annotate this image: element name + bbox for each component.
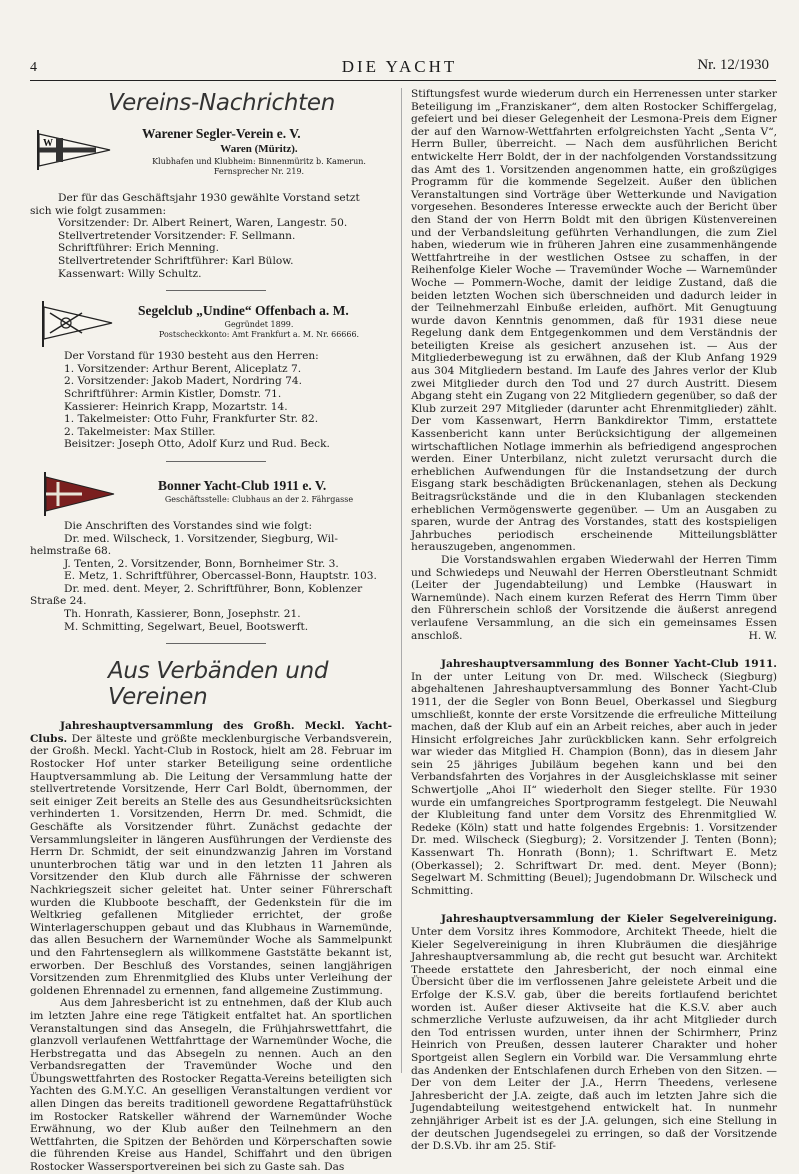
text-line: J. Tenten, 2. Vorsitzender, Bonn, Bornheimer Str. 3. — [64, 557, 339, 570]
text-line: 2. Takelmeister: Max Stiller. — [64, 425, 216, 438]
text-line: M. Schmitting, Segelwart, Beuel, Bootswerft. — [64, 620, 309, 633]
club-bonner-board — [30, 520, 392, 633]
club-warener-board — [30, 192, 392, 280]
text-line: Stellvertretender Schriftführer: Karl Bülow. — [58, 254, 294, 267]
text-line: Kassenwart: Willy Schultz. — [58, 267, 202, 280]
text-line: Schriftführer: Erich Menning. — [58, 242, 219, 255]
article-meckl-yacht-club — [30, 720, 392, 997]
text-line: 2. Vorsitzender: Jakob Madert, Nordring 74. — [64, 375, 302, 388]
undine-burgee-icon — [40, 301, 114, 347]
article-kiel-paragraph: Unter dem Vorsitz ihres Kommodore, Architekt Theede, hielt die Kieler Segelvereinigung in ihren Klubräumen die diesjährige Jahreshauptversammlung ab, die recht gut besucht war. Architekt Theede erstattete den Jahresbericht, der noch einmal eine Übersicht über die im verflossenen Jahre geleistete Arbeit und die Erfolge der K.S.V. gab, über die bereits fortlaufend berichtet worden ist. Außer dieser Aktivseite hat die K.S.V. aber auch schmerzliche Verluste aufzuweisen, da ihr acht Mitglieder durch den Tod entrissen wurden, unter ihnen der Schirmherr, Prinz Heinrich von Preußen, dessen lauterer Charakter und hoher Sportgeist allen Seglern ein Vorbild war. Die Versammlung ehrte das Andenken der Entschlafenen durch Erheben von den Sitzen. — Der von dem Leiter der J.A., Herrn Theedens, verlesene Jahresbericht der J.A. zeigte, daß auch im letzten Jahre sich die Jugendabteilung weitestgehend entwickelt hat. In nunmehr zehnjähriger Arbeit ist es der J.A. gelungen, sich eine Stellung in der deutschen Jugendsegelei zu erringen, so daß der Vorsitzende der D.S.Vb. ihr am 25. Stif- — [411, 926, 777, 1153]
club-warener-meta-2: Fernsprecher Nr. 219. — [213, 167, 305, 176]
left-column — [30, 90, 392, 1174]
bonner-burgee-icon — [42, 472, 116, 516]
issue-number: Nr. 12/1930 — [697, 57, 769, 73]
club-bonner-header — [30, 472, 392, 514]
text-line: Vorsitzender: Dr. Albert Reinert, Waren, Langestr. 50. — [58, 217, 348, 230]
text-line: Stellvertretender Vorsitzender: F. Sellmann. — [58, 229, 296, 242]
text-line: Die Anschriften des Vorstandes sind wie folgt: — [64, 519, 313, 532]
article-meckl-paragraph-2: Aus dem Jahresbericht ist zu entnehmen, daß der Klub auch im letzten Jahre eine rege Tätigkeit entfaltet hat. An sportlichen Veranstaltungen sind das Ansegeln, die Frühjahrswettfahrt, die glanzvoll verlaufenen Wettfahrttage der Warnemünder Woche, die Herbstregatta und das Absegeln zu nennen. Auch an den Verbandsregatten der Travemünder Woche und den Übungswettfahrten des Rostocker Regatta-Vereins beteiligten sich Yachten des G.M.Y.C. An geselligen Veranstaltungen verdient vor allen Dingen das bereits traditionell gewordene Regattafrühstück im Rostocker Ratskeller während der Warnemünder Woche Erwähnung, wo der Klub außer den Teilnehmern an den Wettfahrten, die Spitzen der Behörden und Körperschaften sowie die führenden Kreise aus Handel, Schiffahrt und den übrigen Rostocker Wassersportvereinen bei sich zu Gaste sah. Das — [30, 997, 392, 1174]
club-undine-name: Segelclub „Undine“ Offenbach a. M. — [138, 303, 349, 319]
article-bonner-paragraph: In der unter Leitung von Dr. med. Wilscheck (Siegburg) abgehaltenen Jahreshauptversammlung des Bonner Yacht-Club 1911, der die Segler von Bonn Beuel, Oberkassel und Siegburg umschließt, konnte der erste Vorsitzende die erfreuliche Mitteilung machen, daß der Klub auf ein an Arbeit reiches, aber auch in jeder Hinsicht erfolgreiches Jahr zurückblicken kann. Sehr erfolgreich war wieder das Mitglied H. Champion (Bonn), das in diesem Jahr sein 25 jähriges Jubiläum begehen kann und bei den Verbandsfahrten des Vorjahres in der Ausgleichsklasse mit seiner Schwertjolle „Ahoi II“ wiederholt den Sieger stellte. Für 1930 wurde ein umfangreiches Sportprogramm festgelegt. Die Neuwahl der Klubleitung fand unter dem Vorsitz des Ehrenmitglied W. Redeke (Köln) statt und hatte folgendes Ergebnis: 1. Vorsitzender Dr. med. Wilscheck (Siegburg); 2. Vorsitzender J. Tenten (Bonn); Kassenwart Th. Honrath (Bonn); 1. Schriftwart E. Metz (Oberkassel); 2. Schriftwart Dr. med. dent. Meyer (Bonn); Segelwart M. Schmitting (Beuel); Jugendobmann Dr. Wilscheck und Schmitting. — [411, 670, 777, 897]
column-divider — [401, 88, 402, 1073]
separator — [166, 643, 266, 644]
text-line: 1. Vorsitzender: Arthur Berent, Aliceplatz 7. — [64, 362, 302, 375]
text-line: Dr. med. Wilscheck, 1. Vorsitzender, Siegburg, Wil- — [64, 532, 338, 545]
running-title: DIE YACHT — [341, 57, 458, 76]
header-rule — [30, 80, 776, 81]
section-title-vereins-nachrichten: Vereins-Nachrichten — [108, 90, 336, 116]
club-undine-meta-1: Gegründet 1899. — [224, 320, 294, 330]
club-bonner-name: Bonner Yacht-Club 1911 e. V. — [158, 477, 327, 493]
club-undine-board — [30, 350, 392, 451]
text-line: Der für das Geschäftsjahr 1930 gewählte Vorstand setzt — [58, 192, 360, 204]
club-warener-meta-1: Klubhafen und Klubheim: Binnenmüritz b. Kamerun. — [152, 157, 366, 166]
article-meckl-paragraph-1: Der älteste und größte mecklenburgische Verbandsverein, der Großh. Meckl. Yacht-Club in Rostock, hielt am 28. Februar im Rostocker Hof unter starker Beteiligung seine ordentliche Hauptversammlung ab. Die Leitung der Versammlung hatte der stellvertretende Vorsitzende, Herr Carl Boldt, übernommen, der seit einiger Zeit bereits an Stelle des aus Gesundheitsrücksichten verhinderten 1. Vorsitzenden, Herrn Dr. med. Schmidt, die Geschäfte als Vorsitzender führt. Zunächst gedachte der Versammlungsleiter in längeren Ausführungen der Verdienste des Herrn Dr. Schmidt, der seit einundzwanzig Jahren im Vorstand ununterbrochen tätig war und in den letzten 11 Jahren als Vorsitzender den Klub durch alle Fährnisse der schweren Nachkriegszeit sicher geleitet hat. Unter seiner Führerschaft wurden die Klubboote beschafft, der Gedenkstein für die im Weltkrieg gefallenen Mitglieder errichtet, der große Winterlagerschuppen gebaut und das Klubhaus in Warnemünde, das allen Besuchern der Warnemünder Woche als Sammelpunkt und den Fahrtenseglern als willkommene Gaststätte bekannt ist, erworben. Der Beschluß des Vorstandes, seinen langjährigen Vorsitzenden zum Ehrenmitglied des Klubs unter Verleihung der goldenen Ehrennadel zu ernennen, fand allgemeine Zustimmung. — [30, 732, 392, 997]
club-warener-place: Waren (Müritz). — [220, 143, 298, 155]
separator — [166, 290, 266, 291]
text-line: Schriftführer: Armin Kistler, Domstr. 71. — [64, 387, 282, 400]
text-line: 1. Takelmeister: Otto Fuhr, Frankfurter Str. 82. — [64, 413, 319, 426]
article-kieler-segelvereinigung — [411, 913, 777, 1152]
text-line: Der Vorstand für 1930 besteht aus den Herren: — [64, 350, 319, 363]
text-line: Beisitzer: Joseph Otto, Adolf Kurz und Rud. Beck. — [64, 438, 330, 451]
article-bonner-heading: Jahreshauptversammlung des Bonner Yacht-Club 1911. — [441, 658, 777, 671]
article-signature: H. W. — [748, 629, 777, 642]
club-bonner-meta-1: Geschäftsstelle: Clubhaus an der 2. Fährgasse — [164, 494, 354, 504]
article-kiel-heading: Jahreshauptversammlung der Kieler Segelvereinigung. — [441, 913, 777, 926]
article-meckl-elections — [411, 554, 777, 642]
right-column — [411, 88, 777, 1153]
text-line: Th. Honrath, Kassierer, Bonn, Josephstr. 21. — [64, 608, 301, 621]
article-bonner-yacht-club — [411, 658, 777, 897]
page-number: 4 — [30, 60, 37, 75]
text-line: Dr. med. dent. Meyer, 2. Schriftführer, Bonn, Koblenzer — [64, 582, 363, 595]
club-undine-header — [30, 301, 392, 347]
article-meckl-heading: Jahreshauptversammlung des Großh. Meckl. Yacht-Clubs. — [30, 720, 392, 745]
article-meckl-elections-text: Die Vorstandswahlen ergaben Wiederwahl der Herren Timm und Schwiedeps und Neuwahl der Herren Oberstleutnant Schmidt (Leiter der Jugendabteilung) und Lembke (Hauswart in Warnemünde). Nach einem kurzen Referat des Herrn Timm über den Führerschein schloß der Vorsitzende die äußerst anregend verlaufene Versammlung, an die sich ein gemeinsames Essen anschloß. — [411, 553, 777, 642]
text-line: Kassierer: Heinrich Krapp, Mozartstr. 14. — [64, 400, 288, 413]
section-title-aus-verbaenden: Aus Verbänden und Vereinen — [108, 658, 329, 711]
club-warener-name: Warener Segler-Verein e. V. — [142, 126, 301, 141]
separator — [166, 461, 266, 462]
text-line: sich wie folgt zusammen: — [30, 204, 167, 217]
text-line: Straße 24. — [30, 595, 87, 608]
club-undine-meta-2: Postscheckkonto: Amt Frankfurt a. M. Nr. 66666. — [158, 330, 360, 340]
text-line: helmstraße 68. — [30, 545, 112, 558]
warener-burgee-icon — [36, 130, 112, 170]
club-warener-header — [30, 124, 392, 186]
text-line: E. Metz, 1. Schriftführer, Obercassel-Bonn, Hauptstr. 103. — [64, 570, 377, 583]
svg-text:W: W — [43, 138, 53, 149]
article-meckl-continued: Stiftungsfest wurde wiederum durch ein Herrenessen unter starker Beteiligung im „Franziskaner“, dem alten Rostocker Schiffergelag, gefeiert und bei dieser Gelegenheit der Lesmona-Preis dem Eigner der auf den Warnow-Wettfahrten erfolgreichsten Yacht „Senta V“, Herrn Buller, überreicht. — Nach dem ausführlichen Bericht entwickelte Herr Boldt, der in der nachfolgenden Vorstandssitzung das Amt des 1. Vorsitzenden angenommen hatte, ein großzügiges Programm für die kommende Segelzeit. Außer den üblichen Veranstaltungen sind Vorträge über Wetterkunde und Navigation vorgesehen. Besonderes Interesse erweckte auch der Bericht über den Stand der von Herrn Boldt mit den übrigen Küstenvereinen und der Verbandsleitung geführten Verhandlungen, die zum Ziel haben, wiederum wie in früheren Jahren eine zusammenhängende Wettfahrtreihe in der westlichen Ostsee zu schaffen, in der Reihenfolge Kieler Woche — Travemünder Woche — Warnemünder Woche — Pommern-Woche, damit der leidige Zustand, daß die beiden letzten Wochen sich überschneiden und dadurch leider in der Teilnehmerzahl Einbuße erleiden, aufhört. Mit Genugtuung wurde davon Kenntnis genommen, daß für 1931 diese neue Regelung dank dem Entgegenkommen und dem Verständnis der beteiligten Kreise als gesichert anzusehen ist. — Aus der Mitgliederbewegung ist zu erwähnen, daß der Klub Anfang 1929 aus 304 Mitgliedern bestand. Im Laufe des Jahres verlor der Klub zwei Mitglieder durch den Tod und 27 durch Austritt. Diesem Abgang steht ein Zugang von 22 Mitgliedern gegenüber, so daß der Klub zurzeit 297 Mitglieder (darunter acht Ehrenmitglieder) zählt. Der vom Kassenwart, Herrn Bankdirektor Timm, erstattete Kassenbericht kann unter Berücksichtigung der allgemeinen wirtschaftlichen Notlage immerhin als befriedigend angesprochen werden. Einer Unterbilanz, nicht zuletzt verursacht durch die erheblichen Aufwendungen für die Instandsetzung der durch Eisgang stark beschädigten Brückenanlagen, stehen als Deckung Beitragsrückstände und die in den Klubanlagen steckenden erheblichen Vermögenswerte gegenüber. — Um an Ausgaben zu sparen, wurde der Antrag des Vorstandes, statt des kostspieligen Jahrbuches periodisch erscheinende Mitteilungsblätter herauszugeben, angenommen. — [411, 88, 777, 554]
